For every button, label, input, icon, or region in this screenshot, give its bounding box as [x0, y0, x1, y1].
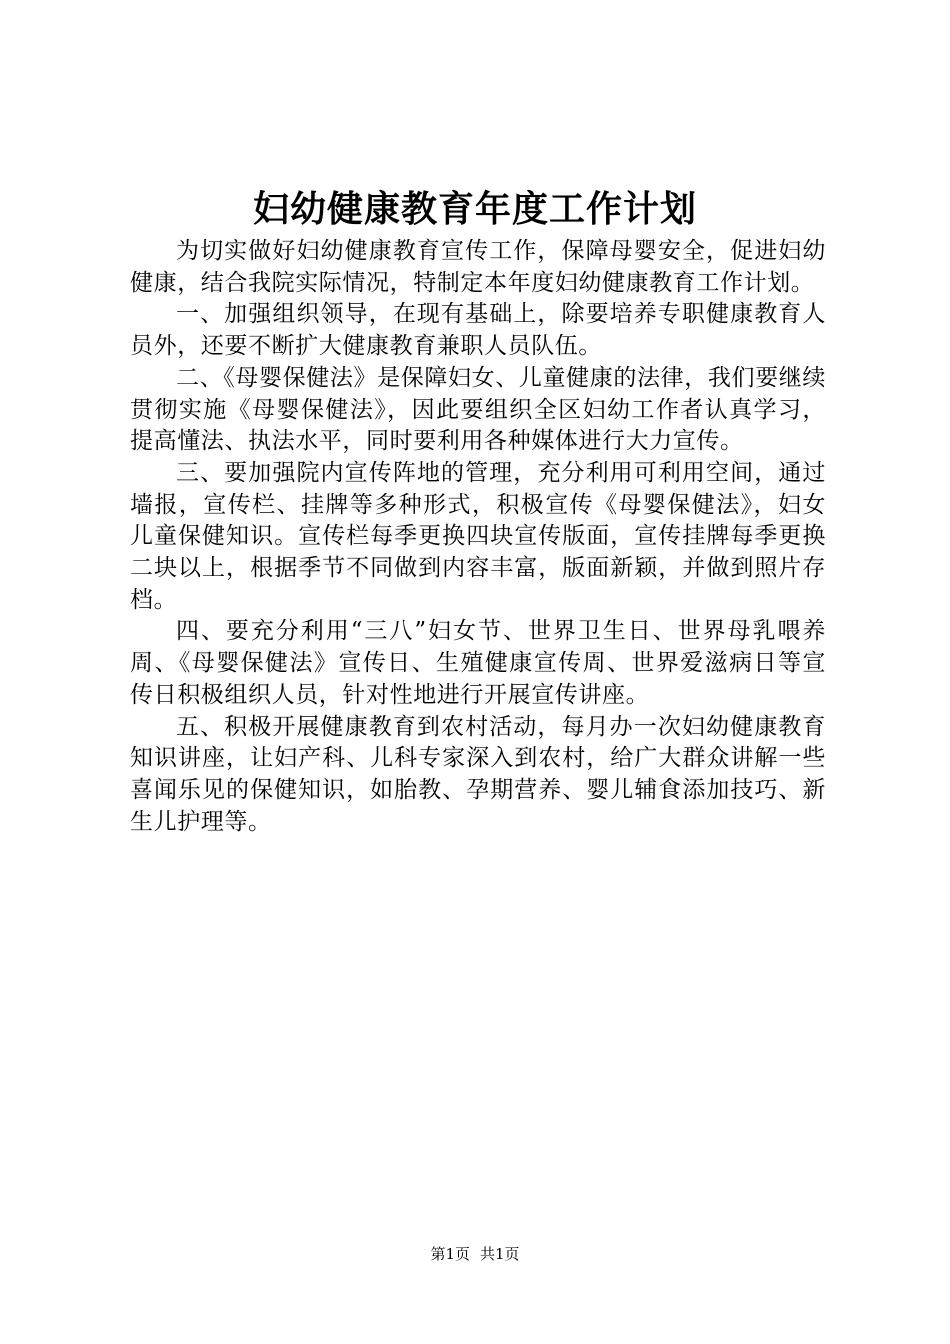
paragraph-item-2: 二、《母婴保健法》是保障妇女、儿童健康的法律，我们要继续贯彻实施《母婴保健法》，因此要组织全区妇幼工作者认真学习，提高懂法、执法水平，同时要利用各种媒体进行大力宣传。 — [130, 364, 826, 455]
page-count: 共1页 — [480, 1245, 520, 1263]
paragraph-item-1: 一、加强组织领导，在现有基础上，除要培养专职健康教育人员外，还要不断扩大健康教育兼职人员队伍。 — [130, 301, 826, 360]
paragraph-item-5: 五、积极开展健康教育到农村活动，每月办一次妇幼健康教育知识讲座，让妇产科、儿科专家深入到农村，给广大群众讲解一些喜闻乐见的保健知识，如胎教、孕期营养、婴儿辅食添加技巧、新生儿护理等。 — [130, 713, 826, 835]
paragraph-item-4: 四、要充分利用“三八”妇女节、世界卫生日、世界母乳喂养周、《母婴保健法》宣传日、生殖健康宣传周、世界爱滋病日等宣传日积极组织人员，针对性地进行开展宣传讲座。 — [130, 618, 826, 708]
paragraph-intro: 为切实做好妇幼健康教育宣传工作，保障母婴安全，促进妇幼健康，结合我院实际情况，特制定本年度妇幼健康教育工作计划。 — [130, 238, 826, 296]
document-body — [130, 236, 826, 838]
document-title: 妇幼健康教育年度工作计划 — [252, 188, 697, 230]
paragraph-item-3: 三、要加强院内宣传阵地的管理，充分利用可利用空间，通过墙报，宣传栏、挂牌等多种形式，积极宣传《母婴保健法》，妇女儿童保健知识。宣传栏每季更换四块宣传版面，宣传挂牌每季更换二块以上，根据季节不同做到内容丰富，版面新颖，并做到照片存档。 — [130, 459, 826, 613]
page-number: 第1页 — [430, 1245, 470, 1263]
page-footer — [0, 1243, 950, 1265]
